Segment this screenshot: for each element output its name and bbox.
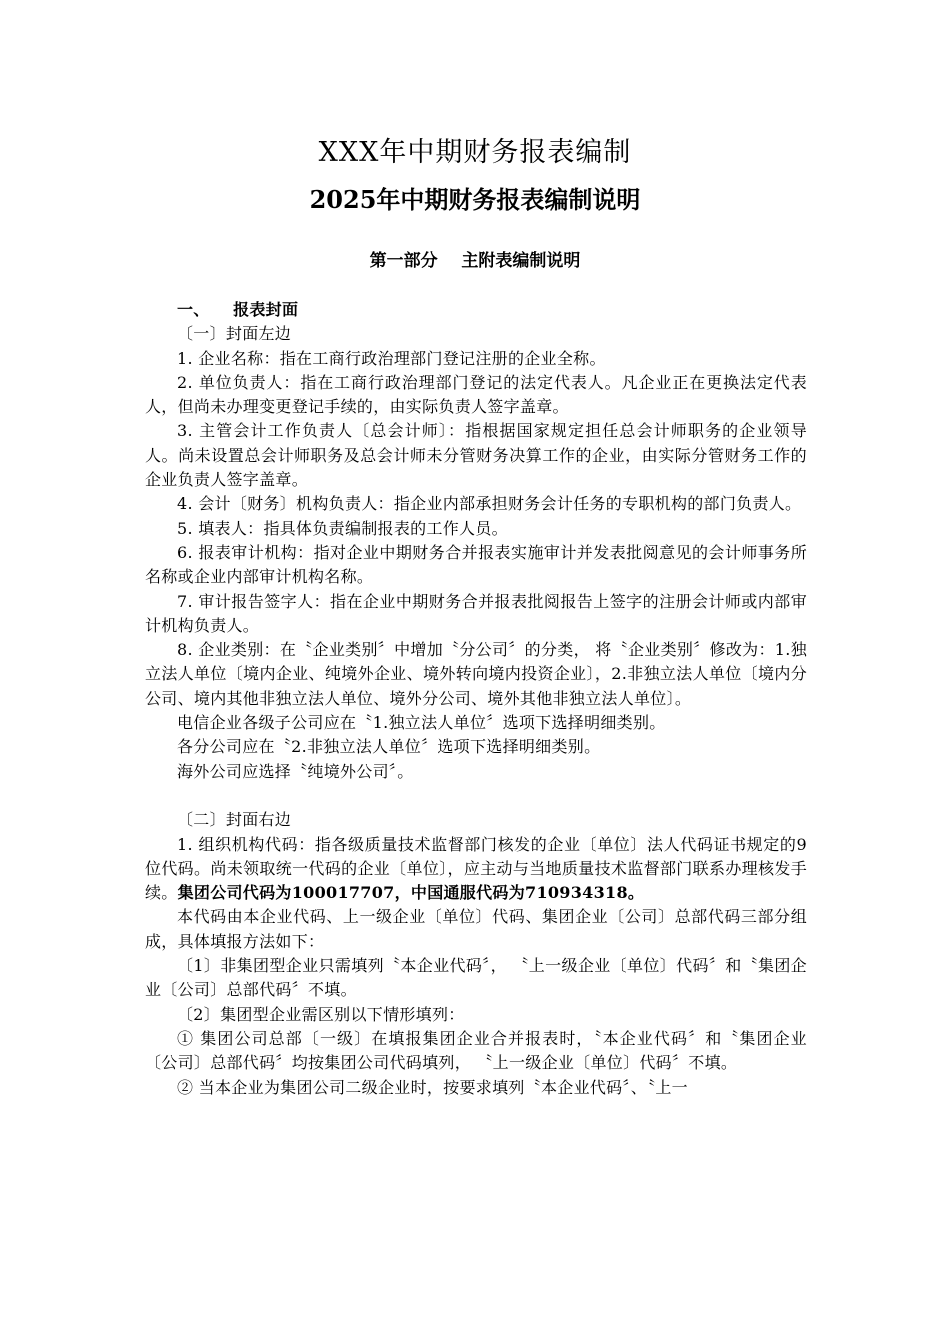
paragraph: 3. 主管会计工作负责人〔总会计师〕：指根据国家规定担任总会计师职务的企业领导人。尚未设置总会计师职务及总会计师未分管财务决算工作的企业，由实际分管财务工作的企业负责人签字盖章。 — [145, 421, 807, 490]
document-body — [145, 298, 807, 1100]
paragraph: 〔2〕集团型企业需区别以下情形填列： — [177, 1004, 465, 1024]
part-heading: 第一部分 主附表编制说明 — [369, 251, 581, 271]
highlighted-codes: 集团公司代码为100017707，中国通服代码为710934318。 — [177, 883, 645, 903]
paragraph: ② 当本企业为集团公司二级企业时，按要求填列〝本企业代码〞、〝上一 — [177, 1077, 688, 1097]
paragraph: 5. 填表人：指具体负责编制报表的工作人员。 — [177, 518, 508, 538]
paragraph: 海外公司应选择〝纯境外公司〞。 — [177, 761, 414, 781]
paragraph: 6. 报表审计机构：指对企业中期财务合并报表实施审计并发表批阅意见的会计师事务所名称或企业内部审计机构名称。 — [145, 542, 807, 587]
paragraph: 8. 企业类别：在〝企业类别〞中增加〝分公司〞的分类， 将〝企业类别〞修改为：1.独立法人单位〔境内企业、纯境外企业、境外转向境内投资企业〕，2.非独立法人单位〔境内分公司、境内其他非独立法人单位、境外分公司、境外其他非独立法人单位〕。 — [145, 640, 807, 708]
paragraph: 7. 审计报告签字人：指在企业中期财务合并报表批阅报告上签字的注册会计师或内部审计机构负责人。 — [145, 591, 807, 635]
paragraph-text: 1. 组织机构代码：指各级质量技术监督部门核发的企业〔单位〕法人代码证书规定的9位代码。尚未领取统一代码的企业〔单位〕，应主动与当地质量技术监督部门联系办理核发手续。 — [145, 834, 807, 903]
paragraph — [145, 833, 807, 906]
blank-line — [145, 784, 807, 808]
paragraph: 1. 企业名称：指在工商行政治理部门登记注册的企业全称。 — [177, 348, 606, 368]
document-title: XXX年中期财务报表编制 — [318, 137, 632, 168]
paragraph: 〔1〕非集团型企业只需填列〝本企业代码〞， 〝上一级企业〔单位〕代码〞和〝集团企业〔公司〕总部代码〞不填。 — [145, 956, 807, 1000]
paragraph: 本代码由本企业代码、上一级企业〔单位〕代码、集团企业〔公司〕总部代码三部分组成，具体填报方法如下： — [145, 907, 807, 951]
paragraph: 电信企业各级子公司应在〝1.独立法人单位〞选项下选择明细类别。 — [177, 713, 666, 733]
document-subtitle: 2025年中期财务报表编制说明 — [309, 185, 641, 214]
paragraph: ① 集团公司总部〔一级〕在填报集团企业合并报表时，〝本企业代码〞和〝集团企业〔公司〕总部代码〞均按集团公司代码填列， 〝上一级企业〔单位〕代码〞不填。 — [145, 1028, 807, 1073]
paragraph: 各分公司应在〝2.非独立法人单位〞选项下选择明细类别。 — [177, 737, 601, 757]
paragraph: 2. 单位负责人：指在工商行政治理部门登记的法定代表人。凡企业正在更换法定代表人，但尚未办理变更登记手续的，由实际负责人签字盖章。 — [145, 372, 807, 417]
subsection-heading: 〔二〕封面右边 — [177, 810, 292, 830]
paragraph: 4. 会计〔财务〕机构负责人：指企业内部承担财务会计任务的专职机构的部门负责人。 — [177, 494, 802, 514]
subsection-heading: 〔一〕封面左边 — [177, 324, 292, 344]
section-heading: 一、 报表封面 — [177, 300, 299, 319]
